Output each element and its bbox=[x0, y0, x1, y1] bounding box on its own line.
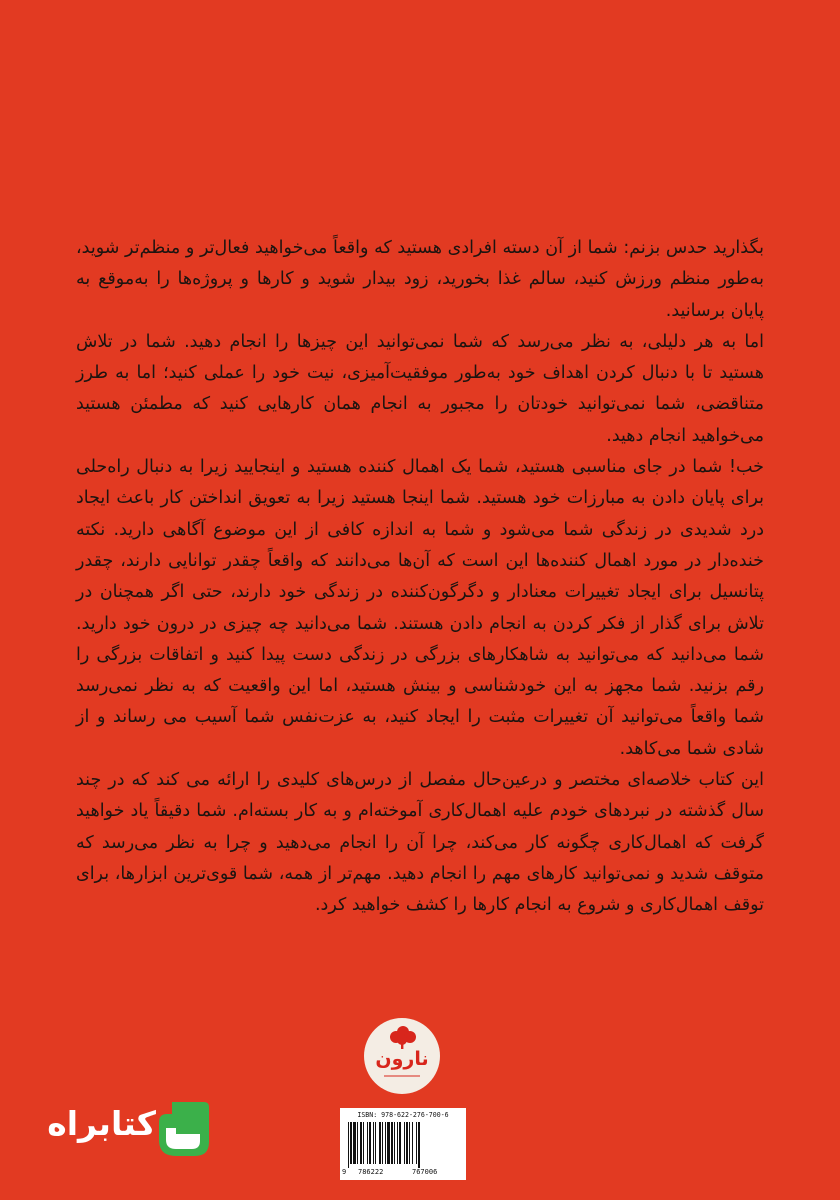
barcode-icon bbox=[346, 1122, 460, 1168]
blurb-paragraph-2: اما به هر دلیلی، به نظر می‌رسد که شما نمی‌توانید این چیزها را انجام دهید. شما در تلاش هستید تا با دنبال کردن اهداف خود به‌طور موفقیت‌آمیزی، نیت خود را عملی کنید؛ اما به طرز متناقضی، شما نمی‌توانید خودتان را مجبور به انجام همان کارهایی کنید که مطمئن هستید می‌خواهید انجام دهید. bbox=[76, 331, 764, 446]
barcode-digit-group-right: 767006 bbox=[412, 1168, 438, 1176]
isbn-label: ISBN: 978-622-276-700-6 bbox=[357, 1111, 449, 1119]
blurb-paragraph-4: این کتاب خلاصه‌ای مختصر و درعین‌حال مفصل از درس‌های کلیدی را ارائه می کند که در چند سال گذشته در نبردهای خودم علیه اهمال‌کاری آموخته‌ام و به کار بسته‌ام. شما دقیقاً یاد خواهید گرفت که اهمال‌کاری چگونه کار می‌کند، چرا آن را انجام می‌دهید و چرا به نظر می‌رسد که متوقف شدید و نمی‌توانید کارهای مهم را انجام دهید. مهم‌تر از همه، شما قوی‌ترین ابزارها، برای توقف اهمال‌کاری و شروع به انجام کارها را کشف خواهید کرد. bbox=[76, 770, 764, 916]
barcode-digit-first: 9 bbox=[342, 1168, 347, 1176]
ketabrah-wordmark: کتابراه bbox=[47, 1104, 156, 1143]
publisher-logo bbox=[366, 1020, 438, 1092]
ketabrah-brand bbox=[36, 1096, 214, 1164]
ketabrah-book-icon bbox=[154, 1098, 212, 1160]
barcode-digits bbox=[342, 1168, 464, 1178]
blurb-paragraph-1: بگذارید حدس بزنم: شما از آن دسته افرادی هستید که واقعاً می‌خواهید فعال‌تر و منظم‌تر شوید، به‌طور منظم ورزش کنید، سالم غذا بخورید، زود بیدار شوید و کارها و پروژه‌ها را به‌موقع به پایان برسانید. bbox=[76, 238, 764, 321]
back-cover-blurb bbox=[76, 233, 764, 922]
publisher-name: نارون bbox=[375, 1048, 429, 1070]
barcode-digit-group-left: 786222 bbox=[358, 1168, 384, 1176]
blurb-paragraph-3: خب! شما در جای مناسبی هستید، شما یک اهمال کننده هستید و اینجایید زیرا به دنبال راه‌حلی برای پایان دادن به مبارزات خود هستید. شما اینجا هستید زیرا به تعویق انداختن کار باعث ایجاد درد شدیدی در زندگی شما می‌شود و شما به اندازه کافی از این موضوع آگاهی دارید. نکته خنده‌دار در مورد اهمال کننده‌ها این است که آن‌ها می‌دانند که واقعاً چقدر توانایی دارند، چقدر پتانسیل برای ایجاد تغییرات معنادار و دگرگون‌کننده در زندگی خود دارند، حتی اگر همچنان در تلاش برای گذار از فکر کردن به انجام دادن هستند. شما می‌دانید چه چیزی در درون خود دارید. شما می‌دانید که می‌توانید به شاهکارهای بزرگی در زندگی دست پیدا کنید و اتفاقات بزرگی را رقم بزنید. شما مجهز به این خودشناسی و بینش هستید، اما این واقعیت که به نظر نمی‌رسد شما واقعاً می‌توانید آن تغییرات مثبت را ایجاد کنید، به عزت‌نفس شما آسیب می رساند و از شادی شما می‌کاهد. bbox=[76, 457, 764, 759]
isbn-barcode bbox=[340, 1108, 466, 1180]
